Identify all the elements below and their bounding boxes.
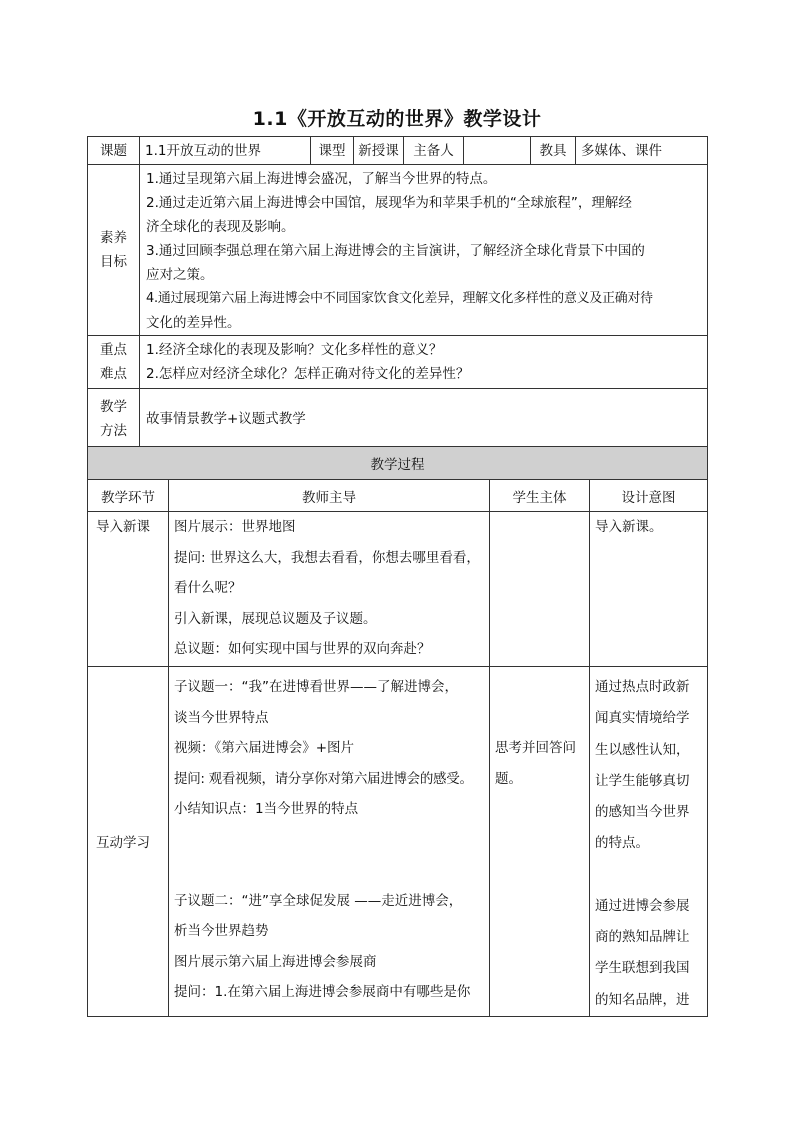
key-points-label bbox=[88, 336, 140, 389]
key-point-line: 2.怎样应对经济全球化？怎样正确对待文化的差异性？ bbox=[146, 366, 470, 382]
interactive-teacher-line: 图片展示第六届上海进博会参展商 bbox=[174, 953, 377, 970]
interactive-intent bbox=[590, 667, 708, 1017]
goal-line: 2.通过走近第六届上海进博会中国馆，展现华为和苹果手机的“全球旅程”，理解经 bbox=[146, 195, 632, 211]
intro-stage: 导入新课 bbox=[88, 512, 169, 667]
interactive-teacher-line: 小结知识点：1当今世界的特点 bbox=[174, 801, 359, 817]
preparer-value bbox=[464, 137, 531, 165]
goals-label-line: 目标 bbox=[100, 254, 127, 270]
goal-line: 4.通过展现第六届上海进博会中不同国家饮食文化差异，理解文化多样性的意义及正确对待 bbox=[146, 291, 653, 306]
interactive-intent-line: 生以感性认知， bbox=[595, 741, 690, 758]
interactive-intent-line: 通过进博会参展 bbox=[595, 897, 690, 914]
goal-line: 应对之策。 bbox=[146, 267, 214, 283]
col-header-stage: 教学环节 bbox=[88, 480, 169, 512]
intro-teacher-line: 引入新课，展现总议题及子议题。 bbox=[174, 610, 377, 627]
interactive-intent-line: 商的熟知品牌让 bbox=[595, 929, 690, 946]
col-header-teacher: 教师主导 bbox=[169, 480, 490, 512]
interactive-teacher-line: 提问: 观看视频，请分享你对第六届进博会的感受。 bbox=[174, 770, 473, 787]
interactive-intent-line: 闻真实情境给学 bbox=[595, 710, 690, 727]
interactive-intent-line: 的感知当今世界 bbox=[595, 804, 690, 821]
goals-label bbox=[88, 165, 140, 336]
interactive-intent-line: 让学生能够真切 bbox=[595, 772, 690, 789]
goal-line: 3.通过回顾李强总理在第六届上海进博会的主旨演讲，了解经济全球化背景下中国的 bbox=[146, 243, 645, 259]
methods-value: 故事情景教学+议题式教学 bbox=[140, 389, 708, 449]
goals-content bbox=[140, 165, 708, 336]
interactive-teacher bbox=[169, 667, 490, 1017]
interactive-teacher-line: 提问：1.在第六届上海进博会参展商中有哪些是你 bbox=[174, 984, 471, 1000]
key-point-line: 1.经济全球化的表现及影响？文化多样性的意义？ bbox=[146, 342, 443, 358]
page-title: 1.1《开放互动的世界》教学设计 bbox=[252, 108, 542, 130]
interactive-student-line: 题。 bbox=[495, 770, 522, 787]
intro-teacher bbox=[169, 512, 490, 667]
intro-teacher-line: 看什么呢？ bbox=[174, 580, 242, 596]
interactive-teacher-line: 视频：《第六届进博会》+图片 bbox=[174, 740, 355, 756]
interactive-teacher-line: 析当今世界趋势 bbox=[174, 923, 269, 939]
interactive-intent-line: 学生联想到我国 bbox=[595, 960, 690, 977]
intro-teacher-line: 图片展示：世界地图 bbox=[174, 519, 296, 535]
goals-label-line: 素养 bbox=[100, 230, 127, 246]
intro-student bbox=[490, 512, 590, 667]
col-header-student: 学生主体 bbox=[490, 480, 590, 512]
key-points-content bbox=[140, 336, 708, 389]
key-points-label-line: 难点 bbox=[100, 366, 127, 382]
interactive-intent-line: 通过热点时政新 bbox=[595, 679, 690, 695]
intro-teacher-line: 总议题：如何实现中国与世界的双向奔赴？ bbox=[174, 641, 431, 657]
interactive-stage: 互动学习 bbox=[88, 667, 169, 1017]
interactive-teacher-line: 子议题一：“我”在进博看世界——了解进博会， bbox=[174, 679, 458, 695]
key-points-label-line: 重点 bbox=[100, 342, 127, 358]
interactive-intent-line: 的知名品牌，进 bbox=[595, 991, 690, 1008]
goal-line: 文化的差异性。 bbox=[146, 315, 241, 331]
plan-info-table bbox=[87, 136, 708, 449]
methods-label-line: 方法 bbox=[100, 422, 127, 439]
spacer bbox=[595, 860, 703, 891]
methods-label-line: 教学 bbox=[100, 398, 127, 415]
goal-line: 济全球化的表现及影响。 bbox=[146, 219, 295, 235]
goal-line: 1.通过呈现第六届上海进博会盛况，了解当今世界的特点。 bbox=[146, 171, 497, 187]
tools-label: 教具 bbox=[531, 137, 576, 165]
interactive-teacher-line: 子议题二：“进”享全球促发展 ——走近进博会， bbox=[174, 892, 463, 909]
interactive-teacher-line: 谈当今世界特点 bbox=[174, 709, 269, 726]
type-label: 课型 bbox=[311, 137, 354, 165]
type-value: 新授课 bbox=[354, 137, 404, 165]
lesson-value: 1.1开放互动的世界 bbox=[140, 137, 311, 165]
teaching-process-table bbox=[87, 446, 708, 1017]
intro-teacher-line: 提问: 世界这么大，我想去看看，你想去哪里看看， bbox=[174, 549, 480, 566]
col-header-intent: 设计意图 bbox=[590, 480, 708, 512]
interactive-intent-line: 的特点。 bbox=[595, 835, 649, 852]
intro-intent: 导入新课。 bbox=[590, 512, 708, 667]
process-section-title: 教学过程 bbox=[88, 447, 708, 480]
interactive-student bbox=[490, 667, 590, 1017]
interactive-student-line: 思考并回答问 bbox=[495, 740, 576, 756]
spacer bbox=[174, 825, 485, 886]
preparer-label: 主备人 bbox=[404, 137, 464, 165]
tools-value: 多媒体、课件 bbox=[576, 137, 708, 165]
methods-label bbox=[88, 389, 140, 449]
lesson-label: 课题 bbox=[88, 137, 140, 165]
